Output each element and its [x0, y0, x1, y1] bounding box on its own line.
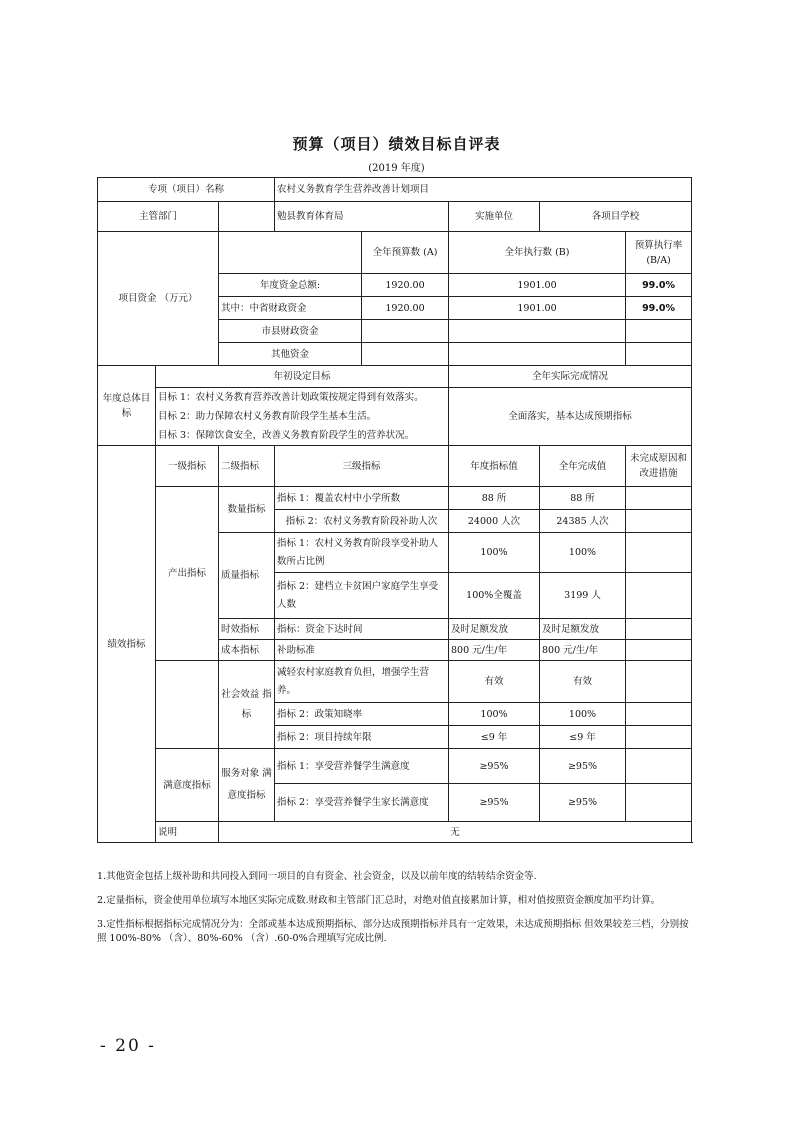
indicator-reason [626, 703, 692, 726]
footnotes [97, 870, 697, 956]
indicator-name: 指标 1：享受营养餐学生满意度 [275, 749, 449, 784]
indicator-actual: 100% [540, 703, 626, 726]
served-label: 服务对象 满意度指标 [219, 749, 275, 822]
indicator-reason [626, 619, 692, 640]
indicator-actual: 24385 人次 [540, 510, 626, 533]
footnote-3: 3.定性指标根据指标完成情况分为：全部或基本达成预期指标、部分达成预期指标并具有一定效果，未达成预期指标 但效果较差三档，分别按照 100%-80% （含）、80%-60% （含）.60-0%合理填写完成比例. [97, 919, 689, 944]
indicator-reason [626, 487, 692, 510]
goals-targets [156, 388, 449, 446]
indicator-actual: ≥95% [540, 784, 626, 822]
h-actual: 全年完成值 [540, 446, 626, 487]
page-number: - 20 - [100, 1036, 156, 1056]
impl-label: 实施单位 [449, 202, 540, 232]
fund-row-executed: 1901.00 [449, 274, 626, 297]
indicator-target: ≥95% [449, 784, 540, 822]
quality-label: 质量指标 [219, 533, 275, 619]
note-label: 说明 [156, 822, 219, 843]
note-value: 无 [219, 822, 692, 843]
project-name: 农村义务教育学生营养改善计划项目 [275, 178, 692, 202]
goal-item: 目标 3：保障饮食安全，改善义务教育阶段学生的营养状况。 [158, 430, 415, 441]
indicator-target: ≥95% [449, 749, 540, 784]
h-reason: 未完成原因和改进措施 [626, 446, 692, 487]
goals-set-header: 年初设定目标 [156, 366, 449, 388]
fund-row-rate: 99.0% [626, 274, 692, 297]
indicator-reason [626, 640, 692, 661]
indicator-reason [626, 510, 692, 533]
project-label: 专项（项目）名称 [98, 178, 275, 202]
indicator-target: 及时足额发放 [449, 619, 540, 640]
goals-done: 全面落实，基本达成预期指标 [449, 388, 692, 446]
empty-cell [219, 202, 275, 232]
indicator-target: 100% [449, 533, 540, 573]
indicator-target: 有效 [449, 661, 540, 703]
indicator-target: 24000 人次 [449, 510, 540, 533]
col-budget: 全年预算数 (A) [362, 232, 449, 274]
fund-row-executed [449, 343, 626, 366]
quantity-label: 数量指标 [219, 487, 275, 533]
fund-row-budget: 1920.00 [362, 297, 449, 320]
fund-row-name: 年度资金总额: [219, 274, 362, 297]
indicator-name: 指标：资金下达时间 [275, 619, 449, 640]
h-level1: 一级指标 [156, 446, 219, 487]
year-subtitle: (2019 年度) [368, 163, 425, 174]
satisfaction-label: 满意度指标 [156, 749, 219, 822]
indicator-target: 100% [449, 703, 540, 726]
col-executed: 全年执行数 (B) [449, 232, 626, 274]
page-title: 预算（项目）绩效目标自评表 [292, 135, 501, 153]
goals-label: 年度总体目标 [98, 366, 156, 446]
impl-value: 各项目学校 [540, 202, 692, 232]
indicator-name: 补助标准 [275, 640, 449, 661]
indicator-name: 指标 2：享受营养餐学生家长满意度 [275, 784, 449, 822]
h-level3: 三级指标 [275, 446, 449, 487]
footnote-1: 1.其他资金包括上级补助和共同投入到同一项目的自有资金、社会资金，以及以前年度的结转结余资金等. [97, 871, 537, 882]
fund-row-name: 其中：中省财政资金 [219, 297, 362, 320]
funds-label: 项目资金 （万元） [98, 232, 219, 366]
indicator-reason [626, 533, 692, 573]
cost-label: 成本指标 [219, 640, 275, 661]
indicator-target: 100%全覆盖 [449, 573, 540, 619]
fund-row-rate [626, 320, 692, 343]
h-level2: 二级指标 [219, 446, 275, 487]
col-rate: 预算执行率 (B/A) [626, 232, 692, 274]
empty-cell [219, 232, 362, 274]
fund-row-executed: 1901.00 [449, 297, 626, 320]
indicator-name: 减轻农村家庭教育负担，增强学生营养。 [275, 661, 449, 703]
indicator-target: 88 所 [449, 487, 540, 510]
fund-row-rate: 99.0% [626, 297, 692, 320]
indicator-actual: ≤9 年 [540, 726, 626, 749]
indicator-actual: 800 元/生/年 [540, 640, 626, 661]
indicator-name: 指标 1：农村义务教育阶段享受补助人数所占比例 [275, 533, 449, 573]
h-target: 年度指标值 [449, 446, 540, 487]
fund-row-executed [449, 320, 626, 343]
fund-row-name: 市县财政资金 [219, 320, 362, 343]
evaluation-table [97, 177, 692, 843]
indicator-name: 指标 2：建档立卡贫困户家庭学生享受人数 [275, 573, 449, 619]
fund-row-budget [362, 343, 449, 366]
indicator-actual: 100% [540, 533, 626, 573]
indicator-reason [626, 749, 692, 784]
indicator-target: ≤9 年 [449, 726, 540, 749]
fund-row-budget [362, 320, 449, 343]
indicator-reason [626, 726, 692, 749]
indicator-actual: 3199 人 [540, 573, 626, 619]
social-label: 社会效益 指标 [219, 661, 275, 749]
perf-label: 绩效指标 [98, 446, 156, 843]
indicator-reason [626, 573, 692, 619]
indicator-name: 指标 2：农村义务教育阶段补助人次 [275, 510, 449, 533]
dept-value: 勉县教育体育局 [275, 202, 449, 232]
fund-row-budget: 1920.00 [362, 274, 449, 297]
indicator-reason [626, 784, 692, 822]
indicator-name: 指标 2：项目持续年限 [275, 726, 449, 749]
indicator-target: 800 元/生/年 [449, 640, 540, 661]
indicator-name: 指标 2：政策知晓率 [275, 703, 449, 726]
indicator-actual: ≥95% [540, 749, 626, 784]
goal-item: 目标 2：助力保障农村义务教育阶段学生基本生活。 [158, 411, 377, 422]
indicator-actual: 有效 [540, 661, 626, 703]
goal-item: 目标 1：农村义务教育营养改善计划政策按规定得到有效落实。 [158, 392, 424, 403]
effect-level1-empty [156, 661, 219, 749]
fund-row-rate [626, 343, 692, 366]
indicator-reason [626, 661, 692, 703]
indicator-actual: 88 所 [540, 487, 626, 510]
indicator-actual: 及时足额发放 [540, 619, 626, 640]
fund-row-name: 其他资金 [219, 343, 362, 366]
footnote-2: 2.定量指标，资金使用单位填写本地区实际完成数.财政和主管部门汇总时，对绝对值直接累加计算，相对值按照资金额度加平均计算。 [97, 895, 661, 906]
dept-label: 主管部门 [98, 202, 219, 232]
indicator-name: 指标 1：覆盖农村中小学所数 [275, 487, 449, 510]
output-label: 产出指标 [156, 487, 219, 661]
timeliness-label: 时效指标 [219, 619, 275, 640]
goals-done-header: 全年实际完成情况 [449, 366, 692, 388]
